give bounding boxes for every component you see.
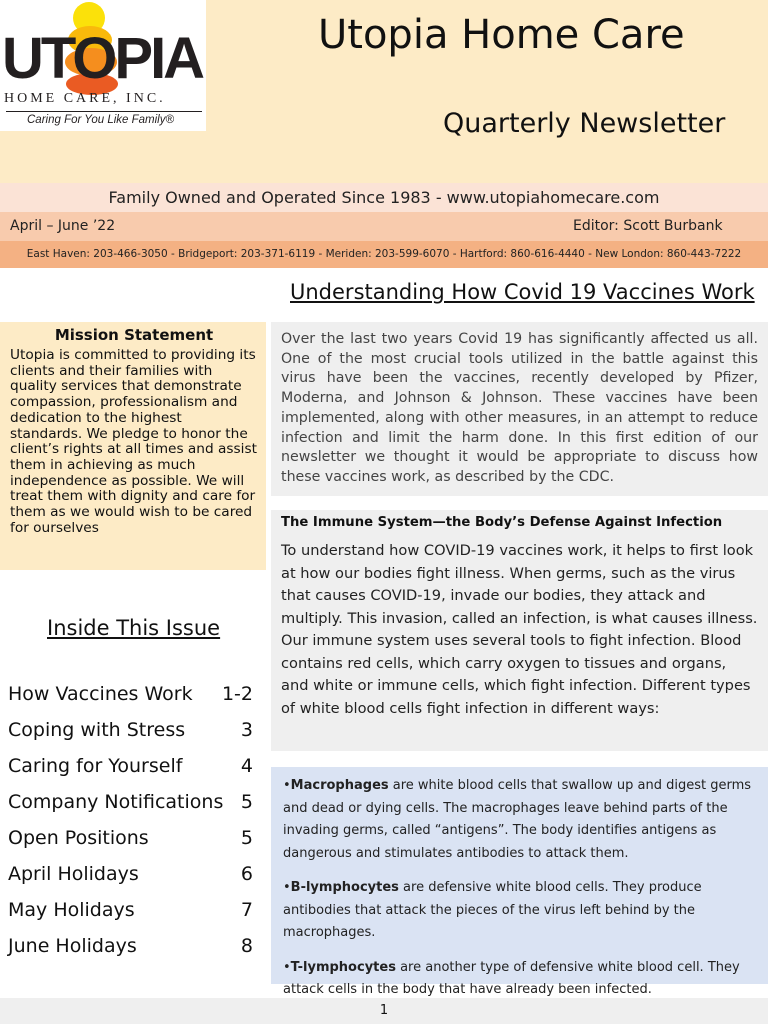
toc-item [8, 894, 253, 930]
toc-item-label: June Holidays [8, 935, 137, 957]
article-heading: Understanding How Covid 19 Vaccines Work [290, 280, 755, 304]
company-logo [0, 0, 206, 131]
toc-item [8, 750, 253, 786]
family-owned-banner: Family Owned and Operated Since 1983 - www.utopiahomecare.com [0, 183, 768, 212]
cell-term: Macrophages [290, 778, 389, 793]
toc-item [8, 714, 253, 750]
logo-wordmark: UTOPIA [2, 26, 203, 91]
bullet-icon: • [283, 778, 291, 793]
mission-title: Mission Statement [54, 326, 214, 344]
issue-date: April – June ’22 [10, 218, 116, 234]
toc-item-label: Company Notifications [8, 791, 224, 813]
newsletter-header [0, 0, 768, 183]
toc-item-page: 5 [240, 791, 253, 813]
immune-section-title: The Immune System—the Body’s Defense Against Infection [281, 515, 723, 530]
toc-item-page: 7 [240, 899, 253, 921]
cell-term: T-lymphocytes [290, 959, 396, 975]
list-item [283, 957, 758, 1002]
cell-description: are white blood cells that swallow up and digest germs and dead or dying cells. The macrophages leave behind parts of the invading germs, called “antigens”. The body identifies antigens as dangerous and stimulates antibodies to attack them. [283, 778, 752, 861]
list-item [283, 877, 758, 945]
toc-item [8, 678, 253, 714]
cell-term: B-lymphocytes [290, 880, 399, 895]
bullet-icon: • [283, 880, 291, 895]
logo-subtitle: HOME CARE, INC. [4, 91, 166, 106]
toc-item-page: 6 [240, 863, 253, 885]
logo-divider [6, 111, 202, 112]
table-of-contents [8, 678, 253, 966]
mission-text: Utopia is committed to providing its clients and their families with quality services that demonstrate compassion, professionalism and dedication to the highest standards. We pledge to honor the client’s rights at all times and assist them in achieving as much independence as possible. We will treat them with dignity and care for them as we would wish to be cared for ourselves [10, 347, 257, 536]
toc-item-page: 3 [240, 719, 253, 741]
office-phones-banner: East Haven: 203-466-3050 - Bridgeport: 203-371-6119 - Meriden: 203-599-6070 - Hartford: 860-616-4440 - New London: 860-443-7222 [0, 241, 768, 268]
toc-item-page: 4 [240, 755, 253, 777]
cell-description: are another type of defensive white blood cell. They attack cells in the body that have already been infected. [283, 959, 740, 997]
bullet-icon: • [283, 959, 291, 975]
white-cells-list [271, 767, 768, 997]
immune-section-text: To understand how COVID-19 vaccines work, it helps to first look at how our bodies fight illness. When germs, such as the virus that causes COVID-19, invade our bodies, they attack and multiply. This invasion, called an infection, is what causes illness. Our immune system uses several tools to fight infection. Blood contains red cells, which carry oxygen to tissues and organs, and white or immune cells, which fight infection. Different types of white blood cells fight infection in different ways: [281, 542, 758, 717]
cell-description: are defensive white blood cells. They produce antibodies that attack the pieces of the virus left behind by the macrophages. [283, 880, 702, 940]
toc-item-label: May Holidays [8, 899, 135, 921]
toc-item-label: How Vaccines Work [8, 683, 193, 705]
list-item [283, 775, 758, 865]
toc-item-label: April Holidays [8, 863, 139, 885]
toc-item-page: 5 [240, 827, 253, 849]
newsletter-title: Utopia Home Care [318, 12, 685, 58]
toc-item-label: Open Positions [8, 827, 149, 849]
newsletter-subtitle: Quarterly Newsletter [443, 108, 726, 139]
toc-item-page: 1-2 [221, 683, 253, 705]
toc-item-page: 8 [240, 935, 253, 957]
toc-heading: Inside This Issue [47, 616, 221, 640]
issue-info-banner [0, 212, 768, 241]
toc-item [8, 786, 253, 822]
immune-system-section [271, 510, 768, 751]
editor-name: Editor: Scott Burbank [573, 218, 723, 234]
toc-item-label: Caring for Yourself [8, 755, 183, 777]
toc-item-label: Coping with Stress [8, 719, 186, 741]
toc-item [8, 858, 253, 894]
mission-statement-box [0, 322, 266, 570]
logo-tagline: Caring For You Like Family® [27, 114, 174, 126]
toc-item [8, 822, 253, 858]
page-number: 1 [0, 998, 768, 1024]
toc-item [8, 930, 253, 966]
article-intro: Over the last two years Covid 19 has significantly affected us all. One of the most crucial tools utilized in the battle against this virus have been the vaccines, recently developed by Pfizer, Moderna, and Johnson & Johnson. These vaccines have been implemented, along with other measures, in an attempt to reduce infection and limit the harm done. In this first edition of our newsletter we thought it would be appropriate to discuss how these vaccines work, as described by the CDC. [271, 322, 768, 496]
